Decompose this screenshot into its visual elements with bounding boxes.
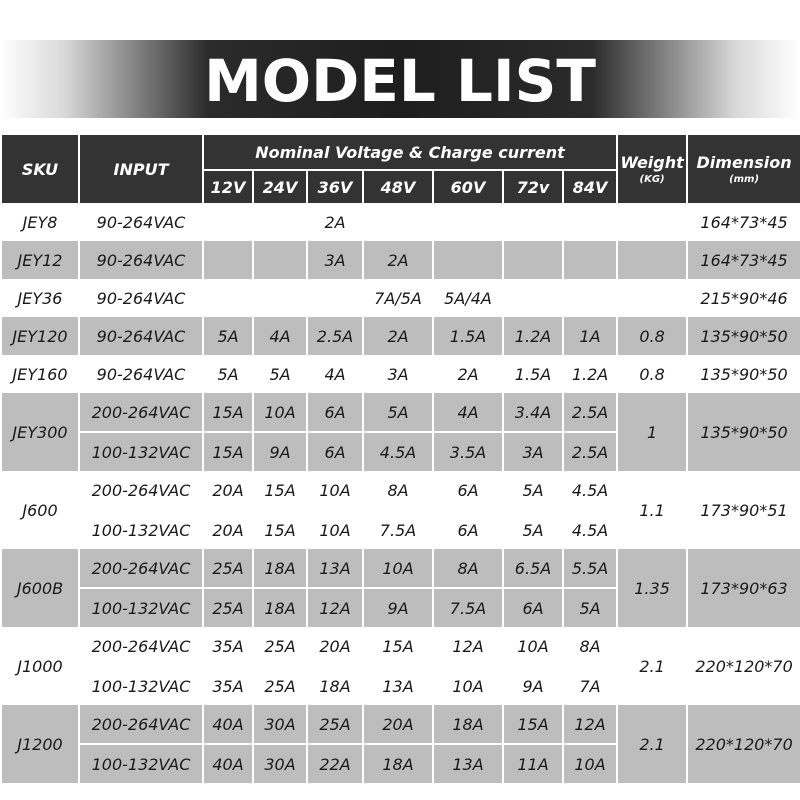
current-cell: 22A [307, 744, 363, 783]
current-cell: 6A [433, 471, 503, 510]
current-cell: 25A [307, 705, 363, 744]
model-list-table [0, 135, 800, 783]
current-cell: 7.5A [363, 510, 433, 549]
current-cell: 9A [363, 588, 433, 627]
dimension-cell: 173*90*63 [687, 549, 800, 627]
current-cell: 15A [253, 471, 307, 510]
sku-cell: JEY300 [1, 393, 79, 471]
table-row [1, 471, 800, 510]
current-cell: 10A [307, 510, 363, 549]
current-cell [203, 279, 253, 317]
current-cell [433, 203, 503, 241]
model-rows [1, 203, 800, 783]
current-cell: 2A [433, 355, 503, 393]
current-cell: 18A [307, 666, 363, 705]
sku-cell: JEY12 [1, 241, 79, 279]
current-cell: 1.2A [563, 355, 617, 393]
current-cell: 6.5A [503, 549, 563, 588]
current-cell: 10A [253, 393, 307, 432]
table-row [1, 279, 800, 317]
voltage-header: 60V [433, 170, 503, 203]
input-cell: 90-264VAC [79, 203, 203, 241]
current-cell: 18A [253, 588, 307, 627]
current-cell [563, 279, 617, 317]
current-cell: 5A [203, 317, 253, 355]
dimension-cell: 173*90*51 [687, 471, 800, 549]
current-cell: 5A [253, 355, 307, 393]
dimension-cell: 164*73*45 [687, 241, 800, 279]
current-cell: 2.5A [563, 393, 617, 432]
current-cell: 20A [363, 705, 433, 744]
dimension-unit: (mm) [729, 174, 760, 185]
dimension-header [687, 135, 800, 203]
dimension-cell: 135*90*50 [687, 317, 800, 355]
current-cell: 9A [253, 432, 307, 471]
current-cell [253, 241, 307, 279]
input-cell: 100-132VAC [79, 666, 203, 705]
current-cell: 35A [203, 666, 253, 705]
current-cell: 6A [433, 510, 503, 549]
current-cell: 4.5A [363, 432, 433, 471]
voltage-header: 84V [563, 170, 617, 203]
current-cell [503, 279, 563, 317]
current-cell: 5A [563, 588, 617, 627]
current-cell: 4.5A [563, 510, 617, 549]
current-cell [503, 203, 563, 241]
table-row [1, 355, 800, 393]
current-cell [307, 279, 363, 317]
input-cell: 200-264VAC [79, 705, 203, 744]
sku-cell: J600B [1, 549, 79, 627]
current-cell: 13A [363, 666, 433, 705]
weight-cell: 1.1 [617, 471, 687, 549]
current-cell: 1.5A [433, 317, 503, 355]
current-cell: 3A [307, 241, 363, 279]
sku-header: SKU [1, 135, 79, 203]
weight-cell [617, 203, 687, 241]
current-cell: 3.4A [503, 393, 563, 432]
current-cell: 10A [563, 744, 617, 783]
current-cell: 8A [363, 471, 433, 510]
current-cell: 15A [503, 705, 563, 744]
current-cell: 12A [563, 705, 617, 744]
current-cell: 2A [307, 203, 363, 241]
current-cell: 30A [253, 705, 307, 744]
nominal-voltage-header: Nominal Voltage & Charge current [203, 135, 617, 170]
current-cell: 10A [433, 666, 503, 705]
current-cell: 15A [203, 432, 253, 471]
dimension-cell: 135*90*50 [687, 393, 800, 471]
current-cell: 15A [253, 510, 307, 549]
current-cell: 12A [307, 588, 363, 627]
current-cell [253, 203, 307, 241]
weight-cell: 2.1 [617, 705, 687, 783]
current-cell: 40A [203, 705, 253, 744]
current-cell: 25A [203, 588, 253, 627]
current-cell: 5.5A [563, 549, 617, 588]
voltage-header: 72v [503, 170, 563, 203]
current-cell: 11A [503, 744, 563, 783]
current-cell [503, 241, 563, 279]
sku-cell: JEY36 [1, 279, 79, 317]
current-cell: 1A [563, 317, 617, 355]
current-cell: 7A [563, 666, 617, 705]
sku-cell: J600 [1, 471, 79, 549]
voltage-header: 48V [363, 170, 433, 203]
current-cell [433, 241, 503, 279]
weight-cell: 1.35 [617, 549, 687, 627]
input-cell: 100-132VAC [79, 510, 203, 549]
dimension-header-label: Dimension [696, 153, 792, 172]
current-cell: 10A [307, 471, 363, 510]
current-cell: 10A [363, 549, 433, 588]
current-cell: 5A [503, 471, 563, 510]
input-cell: 90-264VAC [79, 355, 203, 393]
weight-cell: 1 [617, 393, 687, 471]
sku-cell: J1200 [1, 705, 79, 783]
input-cell: 200-264VAC [79, 627, 203, 666]
input-cell: 200-264VAC [79, 549, 203, 588]
current-cell: 12A [433, 627, 503, 666]
current-cell: 25A [253, 666, 307, 705]
current-cell: 4A [253, 317, 307, 355]
current-cell: 5A/4A [433, 279, 503, 317]
weight-cell: 0.8 [617, 355, 687, 393]
current-cell: 10A [503, 627, 563, 666]
weight-header [617, 135, 687, 203]
table-row [1, 705, 800, 744]
table-row [1, 203, 800, 241]
current-cell: 3A [363, 355, 433, 393]
voltage-header: 12V [203, 170, 253, 203]
current-cell: 3.5A [433, 432, 503, 471]
current-cell: 7.5A [433, 588, 503, 627]
voltage-header: 24V [253, 170, 307, 203]
weight-cell [617, 279, 687, 317]
sku-cell: JEY160 [1, 355, 79, 393]
input-cell: 100-132VAC [79, 432, 203, 471]
current-cell: 5A [363, 393, 433, 432]
table-row [1, 549, 800, 588]
sku-cell: JEY8 [1, 203, 79, 241]
current-cell: 30A [253, 744, 307, 783]
current-cell [203, 203, 253, 241]
dimension-cell: 220*120*70 [687, 705, 800, 783]
weight-cell: 2.1 [617, 627, 687, 705]
current-cell [563, 241, 617, 279]
current-cell: 25A [253, 627, 307, 666]
current-cell: 6A [503, 588, 563, 627]
current-cell: 18A [363, 744, 433, 783]
input-header: INPUT [79, 135, 203, 203]
input-cell: 100-132VAC [79, 744, 203, 783]
input-cell: 90-264VAC [79, 241, 203, 279]
current-cell: 20A [307, 627, 363, 666]
page-title: MODEL LIST [204, 47, 596, 115]
dimension-cell: 215*90*46 [687, 279, 800, 317]
current-cell: 2A [363, 317, 433, 355]
current-cell: 15A [203, 393, 253, 432]
input-cell: 100-132VAC [79, 588, 203, 627]
current-cell [253, 279, 307, 317]
weight-cell: 0.8 [617, 317, 687, 355]
current-cell [563, 203, 617, 241]
sku-cell: JEY120 [1, 317, 79, 355]
current-cell: 2.5A [307, 317, 363, 355]
current-cell: 8A [433, 549, 503, 588]
sku-cell: J1000 [1, 627, 79, 705]
current-cell: 9A [503, 666, 563, 705]
current-cell: 18A [433, 705, 503, 744]
current-cell [203, 241, 253, 279]
dimension-cell: 220*120*70 [687, 627, 800, 705]
current-cell: 35A [203, 627, 253, 666]
current-cell: 20A [203, 510, 253, 549]
table-row [1, 393, 800, 432]
table-row [1, 627, 800, 666]
current-cell: 25A [203, 549, 253, 588]
input-cell: 200-264VAC [79, 393, 203, 432]
current-cell: 15A [363, 627, 433, 666]
current-cell [363, 203, 433, 241]
current-cell: 6A [307, 393, 363, 432]
current-cell: 5A [503, 510, 563, 549]
current-cell: 2.5A [563, 432, 617, 471]
input-cell: 200-264VAC [79, 471, 203, 510]
current-cell: 2A [363, 241, 433, 279]
weight-cell [617, 241, 687, 279]
input-cell: 90-264VAC [79, 279, 203, 317]
weight-header-label: Weight [620, 153, 684, 172]
input-cell: 90-264VAC [79, 317, 203, 355]
weight-unit: (KG) [639, 174, 665, 185]
current-cell: 13A [433, 744, 503, 783]
current-cell: 7A/5A [363, 279, 433, 317]
current-cell: 5A [203, 355, 253, 393]
current-cell: 6A [307, 432, 363, 471]
current-cell: 4A [433, 393, 503, 432]
current-cell: 8A [563, 627, 617, 666]
current-cell: 40A [203, 744, 253, 783]
current-cell: 1.5A [503, 355, 563, 393]
voltage-header: 36V [307, 170, 363, 203]
current-cell: 1.2A [503, 317, 563, 355]
current-cell: 4A [307, 355, 363, 393]
current-cell: 4.5A [563, 471, 617, 510]
dimension-cell: 164*73*45 [687, 203, 800, 241]
current-cell: 3A [503, 432, 563, 471]
current-cell: 18A [253, 549, 307, 588]
current-cell: 13A [307, 549, 363, 588]
table-row [1, 317, 800, 355]
current-cell: 20A [203, 471, 253, 510]
dimension-cell: 135*90*50 [687, 355, 800, 393]
table-row [1, 241, 800, 279]
